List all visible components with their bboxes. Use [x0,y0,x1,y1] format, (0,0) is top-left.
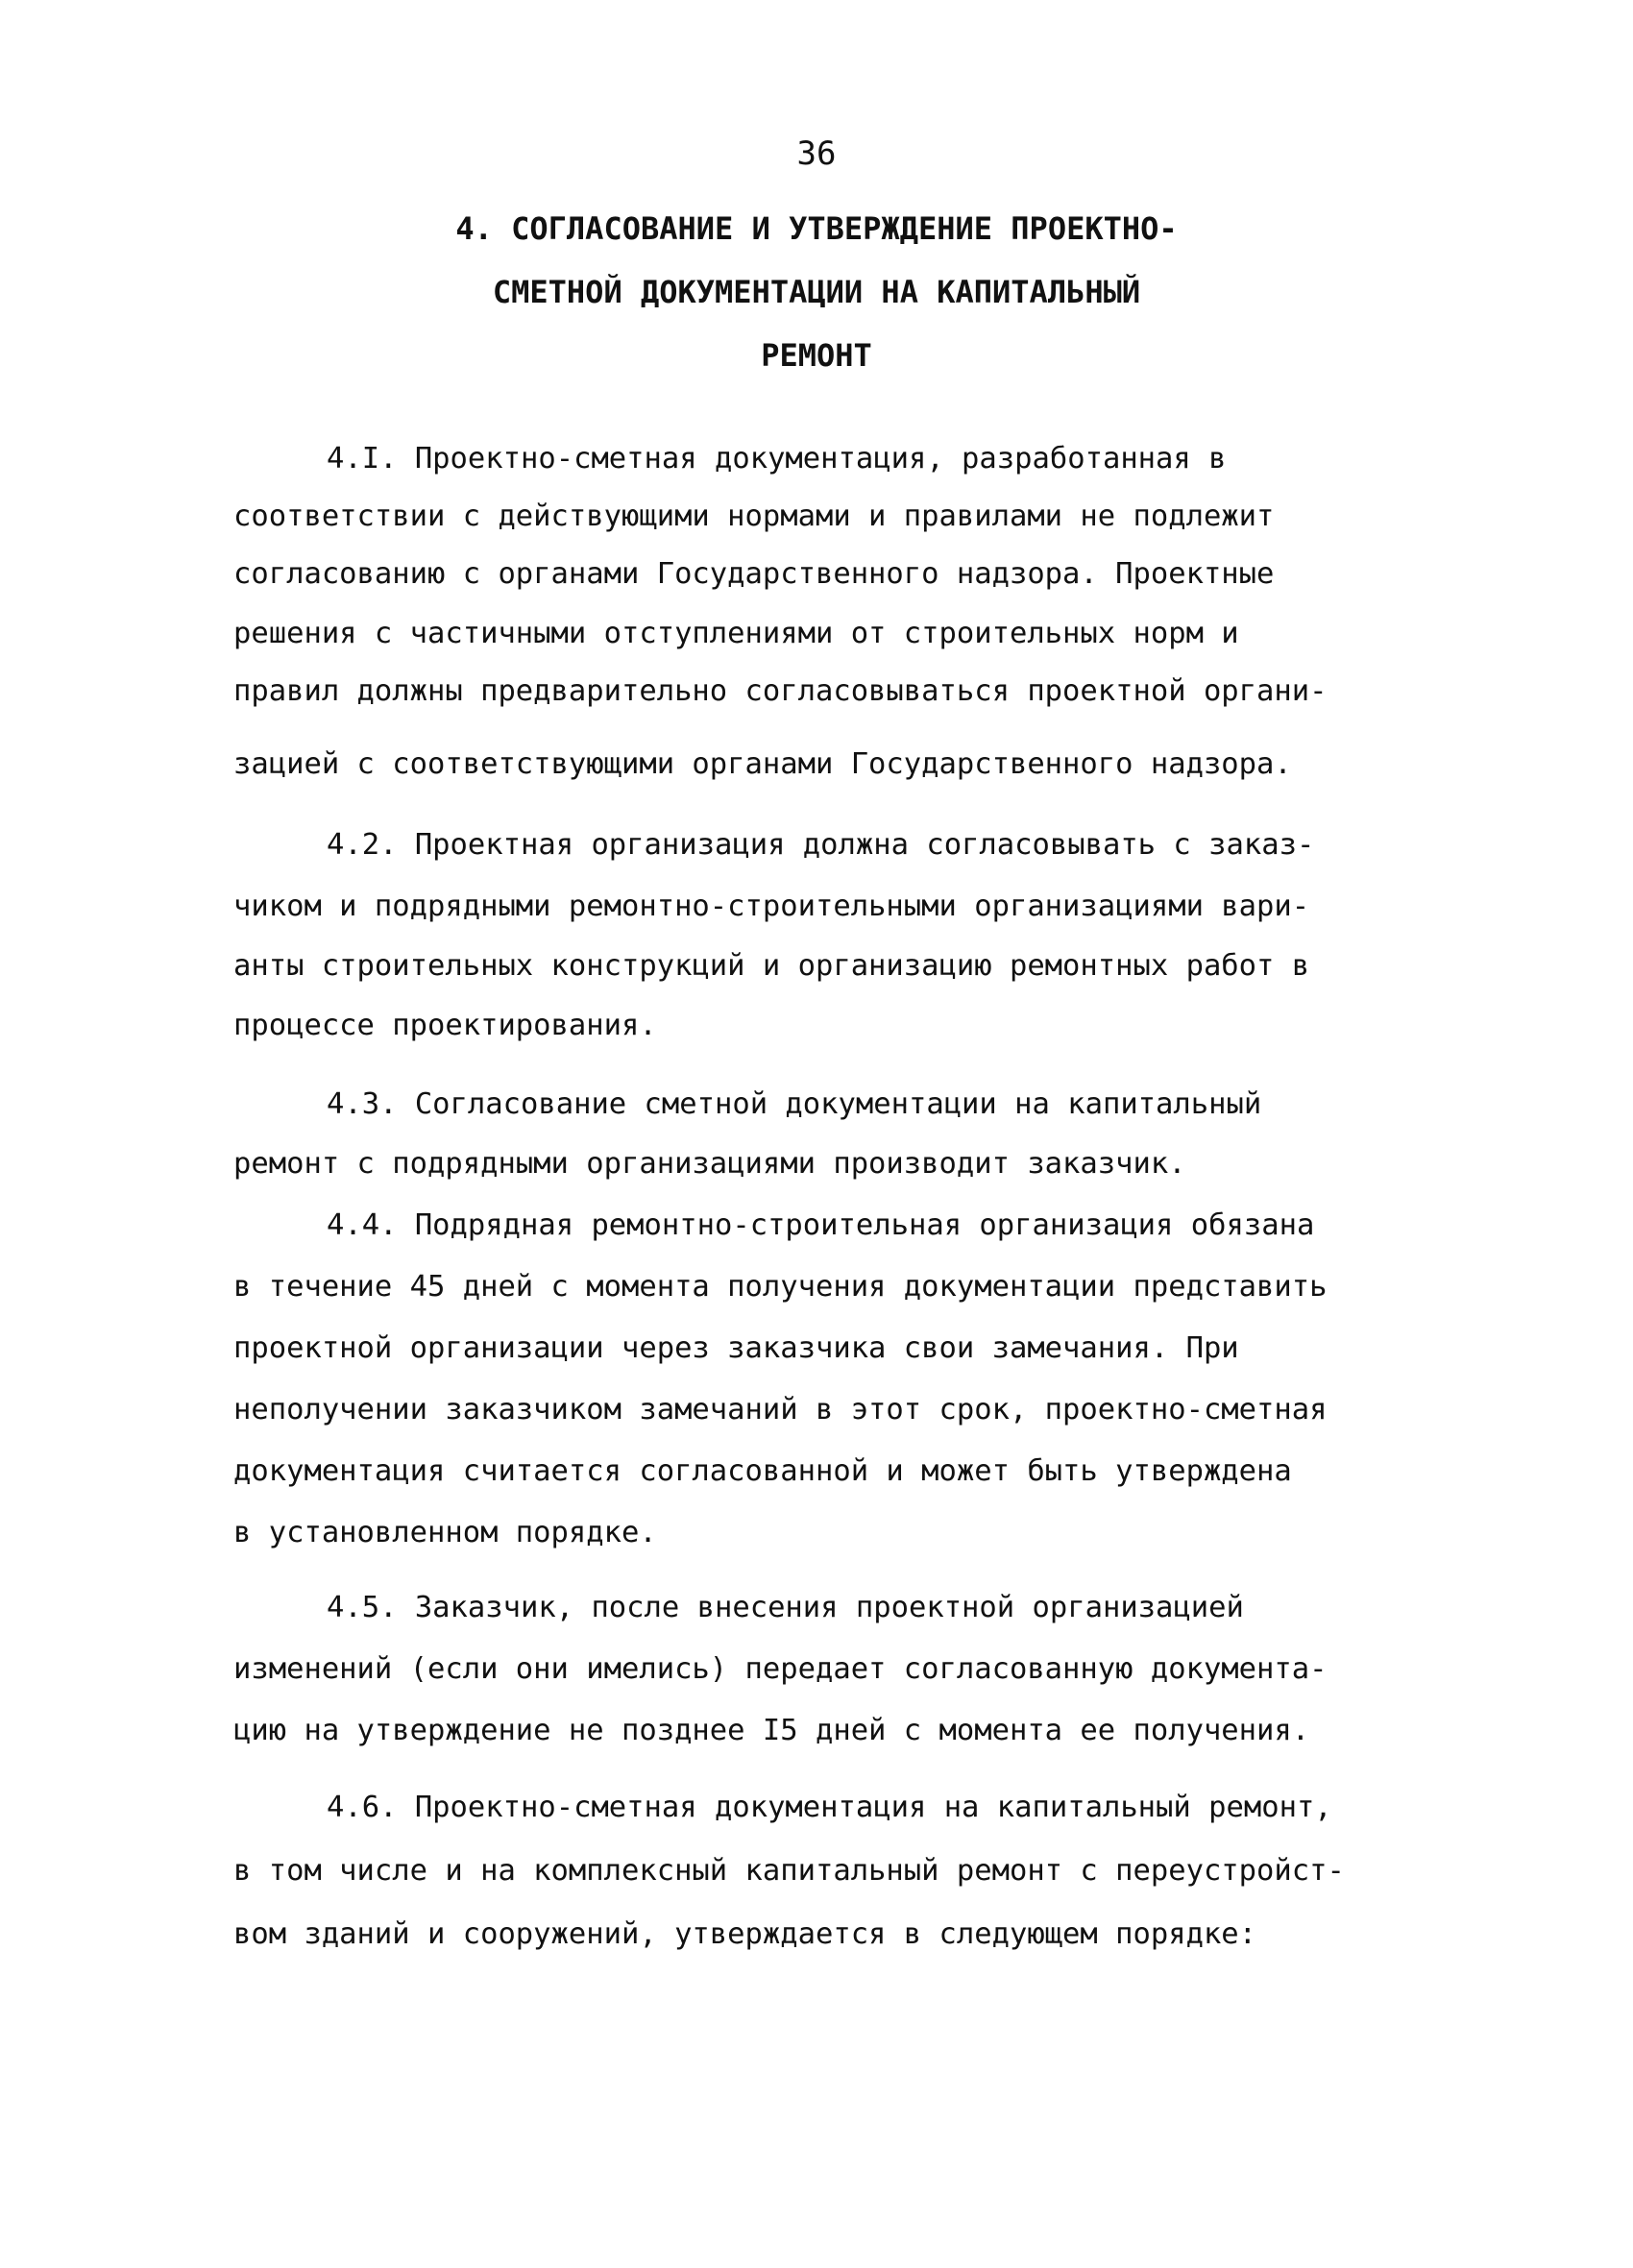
paragraph-4-1-line-1: 4.I. Проектно-сметная документация, разработанная в [327,442,1227,476]
paragraph-4-2-line-3: анты строительных конструкций и организацию ремонтных работ в [233,949,1310,983]
paragraph-4-2-line-1: 4.2. Проектная организация должна согласовывать с заказ- [327,828,1315,862]
paragraph-4-5-line-3: цию на утверждение не позднее I5 дней с момента ее получения. [233,1714,1310,1747]
paragraph-4-4-line-1: 4.4. Подрядная ремонтно-строительная организация обязана [327,1208,1315,1242]
paragraph-4-6-line-3: вом зданий и сооружений, утверждается в следующем порядке: [233,1917,1257,1951]
paragraph-4-4-line-4: неполучении заказчиком замечаний в этот срок, проектно-сметная [233,1393,1328,1427]
paragraph-4-1-line-4: решения с частичными отступлениями от строительных норм и [233,617,1239,650]
paragraph-4-6-line-2: в том числе и на комплексный капитальный ремонт с переустройст- [233,1854,1345,1888]
heading-line-2: СМЕТНОЙ ДОКУМЕНТАЦИИ НА КАПИТАЛЬНЫЙ [492,274,1141,310]
paragraph-4-3-line-2: ремонт с подрядными организациями производит заказчик. [233,1147,1186,1181]
paragraph-4-1-line-5: правил должны предварительно согласовываться проектной органи- [233,674,1328,708]
paragraph-4-3-line-1: 4.3. Согласование сметной документации на капитальный [327,1087,1262,1121]
paragraph-4-4-line-6: в установленном порядке. [233,1516,657,1549]
section-heading [288,197,1345,387]
paragraph-4-1-line-2: соответствии с действующими нормами и правилами не подлежит [233,500,1275,533]
paragraph-4-5-line-1: 4.5. Заказчик, после внесения проектной организацией [327,1591,1244,1624]
paragraph-4-4-line-5: документация считается согласованной и может быть утверждена [233,1454,1292,1488]
paragraph-4-4-line-3: проектной организации через заказчика свои замечания. При [233,1331,1239,1365]
paragraph-4-1-line-3: согласованию с органами Государственного надзора. Проектные [233,557,1275,591]
paragraph-4-1-line-6: зацией с соответствующими органами Государственного надзора. [233,747,1292,781]
heading-line-1: 4. СОГЛАСОВАНИЕ И УТВЕРЖДЕНИЕ ПРОЕКТНО- [455,210,1178,247]
paragraph-4-2-line-2: чиком и подрядными ремонтно-строительными организациями вари- [233,890,1310,923]
heading-line-3: РЕМОНТ [761,337,872,374]
paragraph-4-4-line-2: в течение 45 дней с момента получения документации представить [233,1270,1328,1304]
page-number: 36 [796,134,837,173]
paragraph-4-6-line-1: 4.6. Проектно-сметная документация на капитальный ремонт, [327,1791,1332,1824]
paragraph-4-5-line-2: изменений (если они имелись) передает согласованную документа- [233,1652,1328,1686]
paragraph-4-2-line-4: процессе проектирования. [233,1009,657,1042]
